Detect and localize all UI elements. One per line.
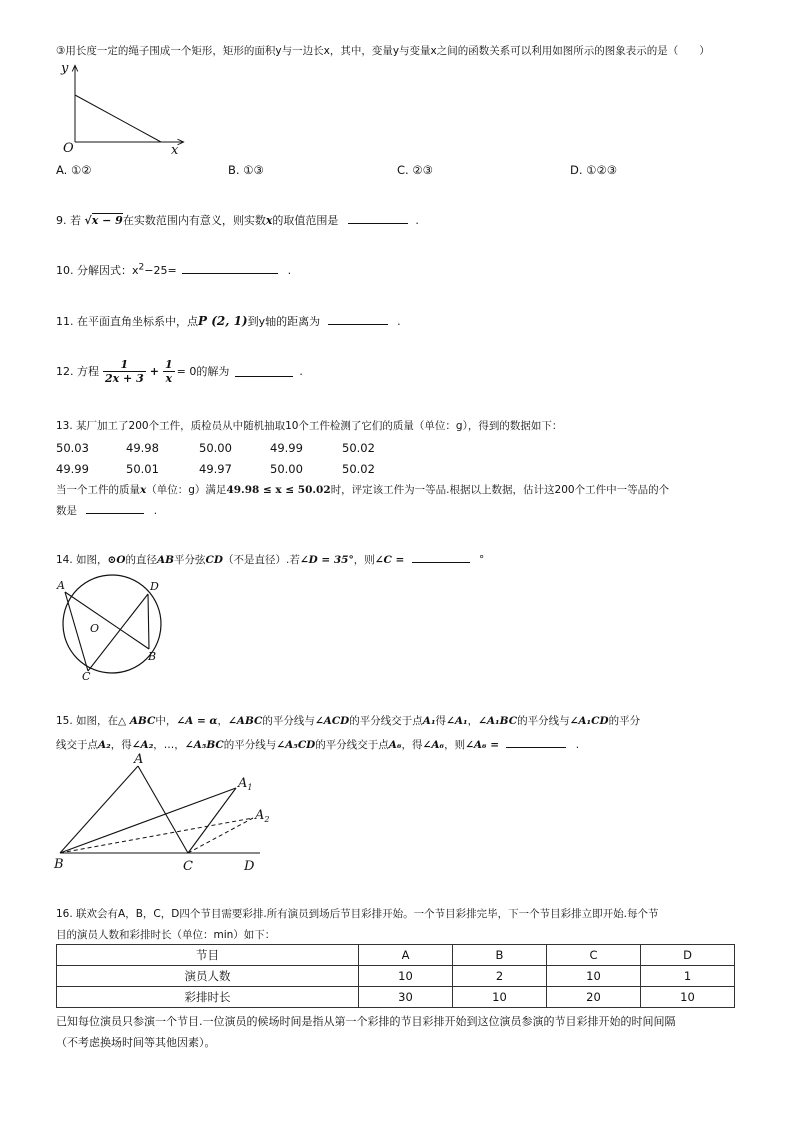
q14-label-o: O [90,622,100,635]
q9-suffix2: 的取值范围是 [272,214,339,227]
q12-prefix: 12. 方程 [56,365,99,378]
q15-math-run: ∠ABC [228,715,263,727]
q13-data-r2c4: 50.00 [270,462,303,476]
q12-plus: + [149,364,159,378]
table-cell: 10 [641,987,735,1008]
q14-label-c: C [82,670,91,683]
q14-diameter-ab [65,592,149,649]
q15-line-ca2 [188,818,253,853]
q15-label-a1: $A_1$ [238,776,253,792]
q15-text-run: 的平分线与 [262,715,315,727]
q13-data-r1c3: 50.00 [199,441,232,455]
q12-fraction-2: $\frac{1}{x}$ [164,357,173,385]
q10-suffix: −25= [144,264,177,277]
table-header-cell: A [359,945,453,966]
q11-prefix: 11. 在平面直角坐标系中，点 [56,315,198,328]
q15-answer-blank[interactable] [506,737,566,748]
q14-chord-db [148,594,149,649]
q9 [56,212,419,228]
q15-text-run: 15. 如图，在 [56,715,119,727]
table-header-row [57,945,735,966]
q15-line1 [56,713,640,728]
q15-text-run: ，则 [444,739,466,751]
q15-math-run: ∠A₁CD [569,715,609,727]
q11-suffix: 到y轴的距离为 [247,315,321,328]
q15-figure [50,750,280,880]
q15-label-b: B [54,857,64,872]
q8-graph [55,58,195,158]
q15-line2: 线交于点A₂，得∠A₂，…，∠A₅BC的平分线与∠A₅CD的平分线交于点A₆，得∠A₆，则∠A₆ = . [56,739,580,751]
table-cell: 20 [547,987,641,1008]
q13-data-r1c4: 49.99 [270,441,303,455]
table-cell: 10 [359,966,453,987]
table-row [57,987,735,1008]
q9-var: x [265,214,273,227]
q12-suffix: = 0的解为 [176,365,230,378]
q15-math-run: A₆ [388,739,402,751]
q8-option-a: A. ①② [56,163,92,177]
q12-fraction-1: $\frac{1}{2x + 3}$ [105,357,144,385]
q12-answer-blank[interactable] [235,366,293,377]
q14-label-b: B [148,650,157,663]
q16-after1: 已知每位演员只参演一个节目.一位演员的候场时间是指从第一个彩排的节目彩排开始到这位演员参演的节目彩排开始的时间间隔 [56,1015,676,1028]
q8-option-d: D. ①②③ [570,163,618,177]
table-header-cell: 节目 [57,945,359,966]
q13-line2: 数是 . [56,505,158,517]
table-cell: 10 [547,966,641,987]
table-header-cell: C [547,945,641,966]
table-cell: 1 [641,966,735,987]
q13-data-r2c3: 49.97 [199,462,232,476]
q15-text-run: ， [467,715,479,727]
table-cell: 演员人数 [57,966,359,987]
q15-math-run: A₁ [422,715,436,727]
q15-text-run: 的平分线交于点 [315,739,389,751]
q13-data-r1c1: 50.03 [56,441,89,455]
q9-radical: √x − 9 [84,214,123,227]
q15-line-ba1 [60,788,236,853]
q14-angle-c: ∠C = [374,554,405,566]
table-header-cell: D [641,945,735,966]
q15-text-run: 的平分线交于点 [349,715,423,727]
q15-math-run: △ ABC [118,715,156,727]
q8-x-label: x [171,143,179,158]
q15-math-run: ∠A₆ [422,739,445,751]
q15-text-run: ， [217,715,228,727]
q13-stem: 13. 某厂加工了200个工件，质检员从中随机抽取10个工件检测了它们的质量（单位：g），得到的数据如下： [56,420,563,432]
q14-stem: 14. 如图，⊙O的直径AB平分弦CD（不是直径）.若∠D = 35°，则∠C = ° [56,554,485,566]
q14-label-a: A [57,579,65,592]
q14-answer-blank[interactable] [412,552,470,563]
q13-data-r2c5: 50.02 [342,462,375,476]
table-row [57,966,735,987]
q14-chord-ac [65,592,88,671]
q12-end: . [299,364,303,378]
q8-option-c: C. ②③ [397,163,433,177]
q10-answer-blank[interactable] [182,263,278,274]
q15-text-run: 的平分线与 [223,739,277,751]
q8-y-label: y [61,61,69,76]
q15-side-ac [138,766,188,853]
q15-text-run: 的平分 [608,715,641,727]
q9-answer-blank[interactable] [348,213,408,224]
q15-text-run: 的平分线与 [517,715,570,727]
q15-math-run: ∠A₅BC [184,739,224,751]
q13-data-r2c1: 49.99 [56,462,89,476]
q15-side-ba [60,766,138,853]
q15-line-ba2 [60,818,253,853]
q15-math-run: ∠A₂ [131,739,154,751]
q11 [56,313,401,329]
q16-line2: 目的演员人数和彩排时长（单位：min）如下： [56,929,276,941]
q15-text-run: 得 [435,715,447,727]
q16-after2: （不考虑换场时间等其他因素）。 [56,1036,216,1049]
q10 [56,262,291,278]
table-cell: 10 [453,987,547,1008]
q14-angle-d: ∠D = 35° [299,554,354,566]
q13-answer-blank[interactable] [86,503,144,514]
q15-math-run: A₂ [98,739,111,751]
q13-data-r1c2: 49.98 [126,441,159,455]
q8-stem: ③用长度一定的绳子围成一个矩形，矩形的面积y与一边长x，其中，变量y与变量x之间的函数关系可以利用如图所示的图象表示的是（ ） [56,45,710,57]
q15-label-a2: $A_2$ [255,808,270,824]
q11-point: P (2, 1) [198,314,248,328]
q15-text-run: 线交于点 [56,739,98,751]
q14-label-d: D [150,580,159,593]
q10-prefix: 10. 分解因式：x [56,264,139,277]
table-cell: 30 [359,987,453,1008]
table-header-cell: B [453,945,547,966]
q15-text-run: ，…， [153,739,185,751]
q14-figure [50,572,180,684]
q9-prefix: 9. 若 [56,214,81,227]
q15-math-run: ∠ACD [314,715,350,727]
q16-schedule-table [56,944,735,1008]
q15-text-run: ，得 [110,739,132,751]
q10-exponent: 2 [138,262,145,273]
q8-graph-line [75,95,161,142]
q13-condition: 当一个工件的质量x（单位：g）满足49.98 ≤ x ≤ 50.02时，评定该工件为一等品.根据以上数据，估计这200个工件中一等品的个 [56,484,670,496]
q13-data-r2c2: 50.01 [126,462,159,476]
q9-suffix: 在实数范围内有意义，则实数 [122,214,266,227]
q12 [56,355,303,387]
table-cell: 彩排时长 [57,987,359,1008]
q15-line-ca1 [188,788,236,853]
q15-math-run: ∠A₆ = [465,739,500,751]
q11-answer-blank[interactable] [328,314,388,325]
q15-math-run: ∠A₅CD [276,739,316,751]
q13-data-r1c5: 50.02 [342,441,375,455]
q15-label-c: C [183,859,193,874]
q15-label-d: D [244,859,255,874]
q15-math-run: ∠A = α [176,715,218,727]
q15-text-run: 中， [155,715,177,727]
q13-inequality: 49.98 ≤ x ≤ 50.02 [226,484,331,496]
q10-end: . [287,264,292,277]
q16-line1: 16. 联欢会有A，B，C，D四个节目需要彩排.所有演员到场后节目彩排开始。一个节目彩排完毕，下一个节目彩排立即开始.每个节 [56,908,659,920]
q15-text-run: ，得 [401,739,423,751]
q15-math-run: ∠A₁BC [478,715,518,727]
q15-label-a: A [134,752,144,767]
q9-end: . [415,214,419,227]
table-cell: 2 [453,966,547,987]
q11-end: . [397,315,401,328]
q8-origin-label: O [63,141,74,156]
q15-math-run: ∠A₁ [446,715,468,727]
q8-option-b: B. ①③ [228,163,264,177]
